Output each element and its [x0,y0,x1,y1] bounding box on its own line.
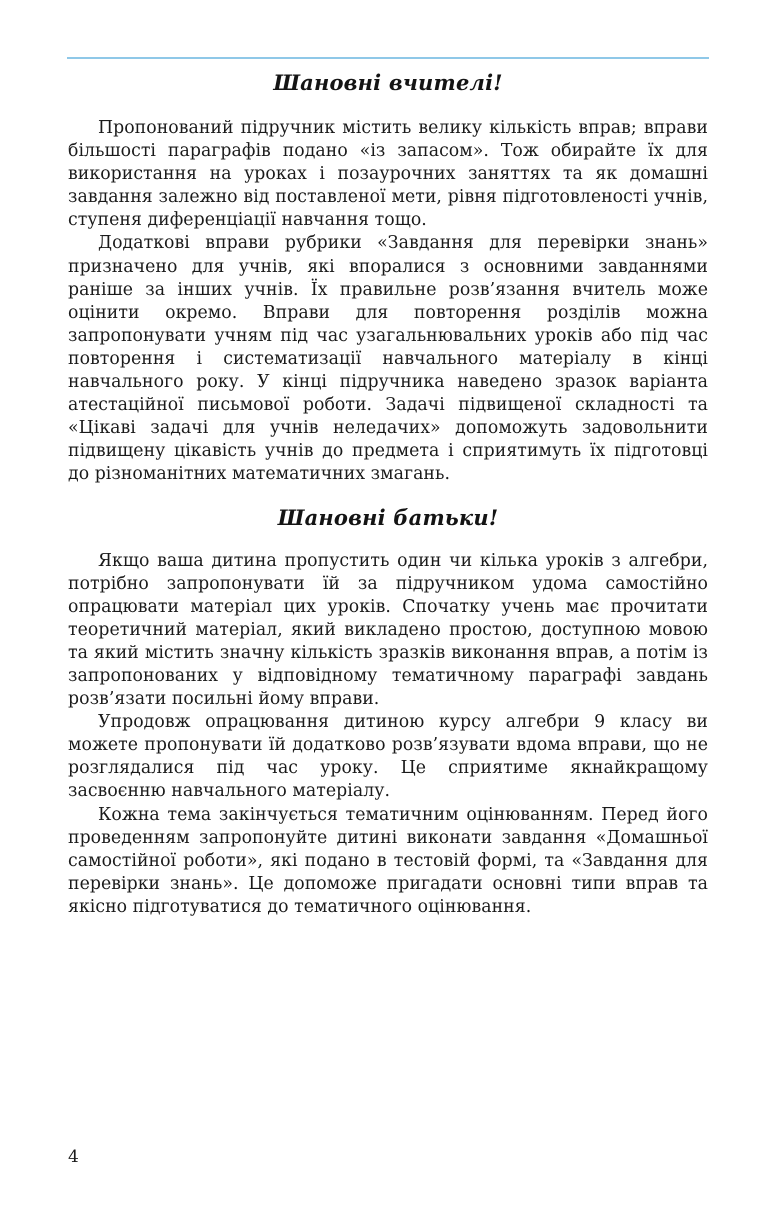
page-number: 4 [68,1147,79,1167]
parents-paragraph-1: Якщо ваша дитина пропустить один чи кілька уроків з алгебри, потрібно запропонувати їй за підручником удома самостійно опрацювати матеріал цих уроків. Спочатку учень має прочитати теоретичний матеріал, який викладено простою, доступною мовою та який містить значну кількість зразків виконання вправ, а потім із запропонованих у відповідному тематичному параграфі завдань розв’язати посильні йому вправи. [68,550,708,710]
parents-paragraph-2: Упродовж опрацювання дитиною курсу алгебри 9 класу ви можете пропонувати їй додатково розв’язувати вдома вправи, що не розглядалися під час уроку. Це сприятиме якнайкращому засвоєнню навчального матеріалу. [68,712,708,802]
teachers-heading: Шановні вчителі! [273,70,503,95]
teachers-paragraph-1: Пропонований підручник містить велику кількість вправ; вправи більшості параграфів подано «із запасом». Тож обирайте їх для використання на уроках і позаурочних заняттях та як домашні завдання залежно від поставленої мети, рівня підготовленості учнів, ступеня диференціації навчання тощо. [68,118,708,231]
teachers-section [68,70,708,487]
parents-section [68,505,708,920]
teachers-paragraph-2: Додаткові вправи рубрики «Завдання для перевірки знань» призначено для учнів, які впоралися з основними завданнями раніше за інших учнів. Їх правильне розв’язання вчитель може оцінити окремо. Вправи для повторення розділів можна запропонувати учням під час узагальнювальних уроків або під час повторення і систематизації навчального матеріалу в кінці навчального року. У кінці підручника наведено зразок варіанта атестаційної письмової роботи. Задачі підвищеної складності та «Цікаві задачі для учнів неледачих» допоможуть задовольнити підвищену цікавість учнів до предмета і сприятимуть їх підготовці до різноманітних математичних змагань. [68,233,708,485]
parents-heading: Шановні батьки! [277,504,499,530]
page-content [68,70,708,919]
parents-paragraph-3: Кожна тема закінчується тематичним оцінюванням. Перед його проведенням запропонуйте дитині виконати завдання «Домашньої самостійної роботи», які подано в тестовій формі, та «Завдання для перевірки знань». Це допоможе пригадати основні типи вправ та якісно підготуватися до тематичного оцінювання. [68,804,708,917]
header-rule [67,57,709,59]
